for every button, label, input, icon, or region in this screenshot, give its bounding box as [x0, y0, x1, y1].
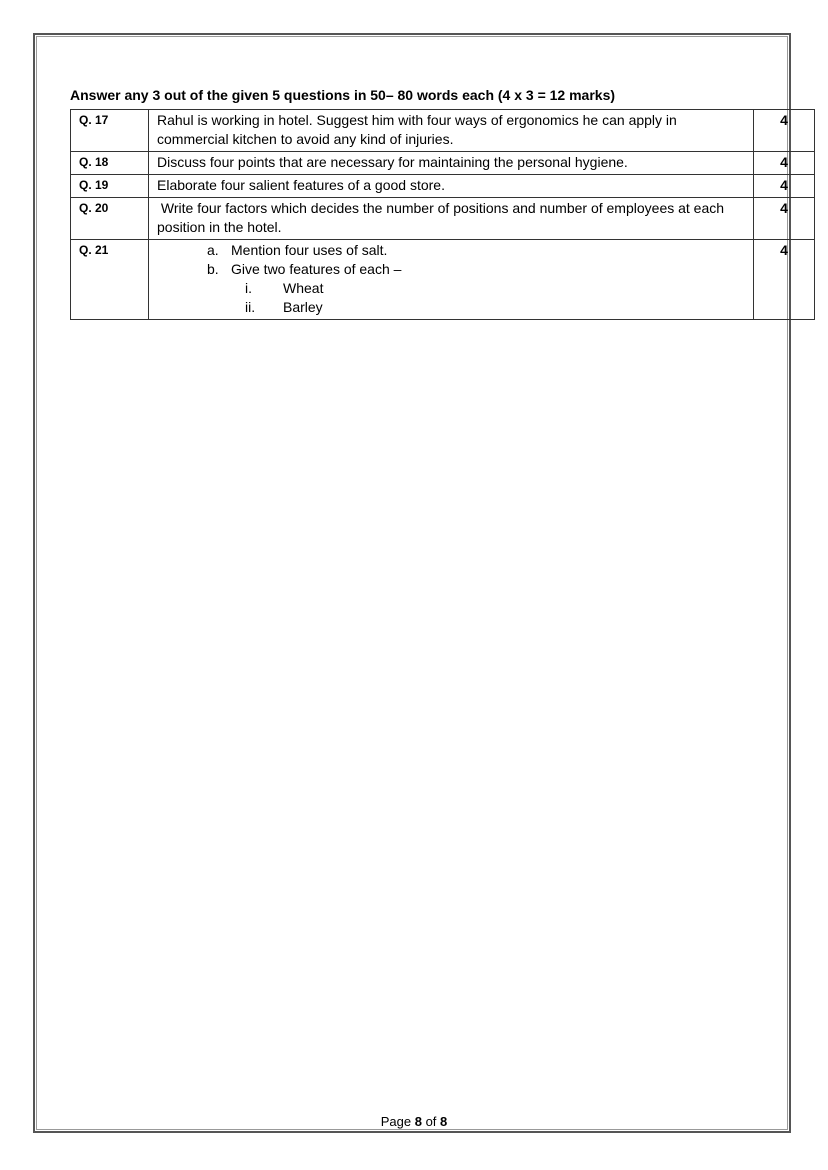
- question-text: Discuss four points that are necessary for maintaining the personal hygiene.: [149, 152, 754, 175]
- table-row: [71, 240, 815, 320]
- question-number: Q. 18: [71, 152, 149, 175]
- question-marks: 4: [754, 175, 815, 198]
- subpart-a: [157, 241, 745, 260]
- subpart-b-i: [157, 279, 745, 298]
- questions-table: [70, 109, 815, 320]
- question-marks: 4: [754, 240, 815, 320]
- subpart-b-text: Give two features of each –: [231, 261, 402, 277]
- question-number: Q. 17: [71, 110, 149, 152]
- table-row: [71, 198, 815, 240]
- roman-ii-text: Barley: [283, 299, 323, 315]
- roman-i-label: i.: [245, 280, 252, 296]
- subpart-b-ii: [157, 298, 745, 317]
- current-page-number: 8: [414, 1114, 422, 1129]
- question-number: Q. 20: [71, 198, 149, 240]
- footer-middle: of: [421, 1114, 441, 1129]
- table-row: [71, 110, 815, 152]
- footer-prefix: Page: [380, 1114, 415, 1129]
- page-footer: [0, 1114, 828, 1129]
- question-text: Write four factors which decides the number of positions and number of employees at each position in the hotel.: [149, 198, 754, 240]
- table-row: [71, 152, 815, 175]
- section-heading: Answer any 3 out of the given 5 questions in 50– 80 words each (4 x 3 = 12 marks): [70, 87, 616, 103]
- question-text: Rahul is working in hotel. Suggest him with four ways of ergonomics he can apply in commercial kitchen to avoid any kind of injuries.: [149, 110, 754, 152]
- roman-ii-label: ii.: [245, 299, 256, 315]
- question-number: Q. 19: [71, 175, 149, 198]
- question-marks: 4: [754, 198, 815, 240]
- subpart-a-label: a.: [207, 242, 219, 258]
- question-subparts: [149, 240, 754, 320]
- question-number: Q. 21: [71, 240, 149, 320]
- total-page-number: 8: [440, 1114, 448, 1129]
- question-marks: 4: [754, 152, 815, 175]
- subpart-b: [157, 260, 745, 279]
- subpart-a-text: Mention four uses of salt.: [231, 242, 388, 258]
- question-marks: 4: [754, 110, 815, 152]
- subpart-b-label: b.: [207, 261, 219, 277]
- table-row: [71, 175, 815, 198]
- question-text: Elaborate four salient features of a good store.: [149, 175, 754, 198]
- roman-i-text: Wheat: [283, 280, 324, 296]
